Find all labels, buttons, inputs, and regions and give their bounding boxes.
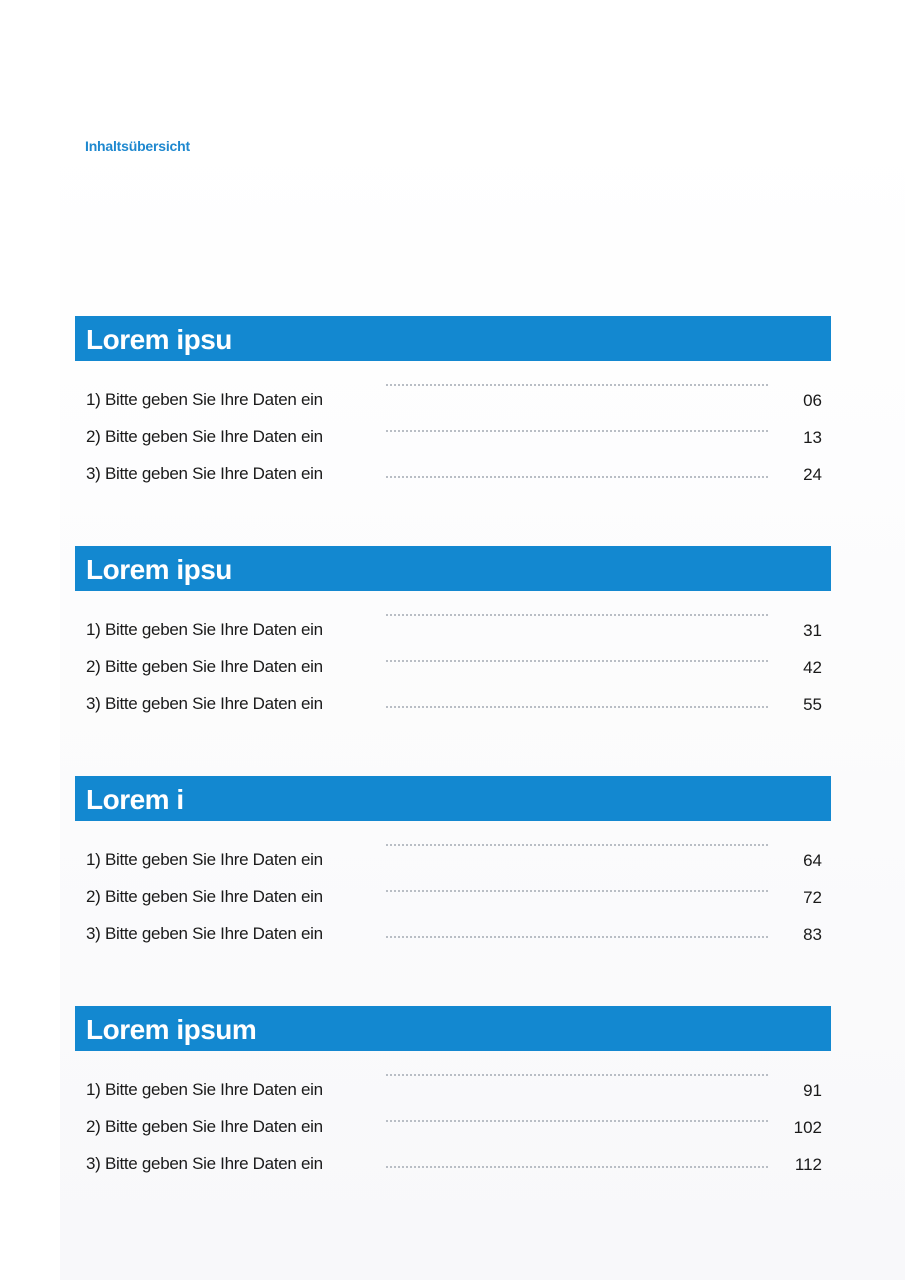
entry-page-number: 42 — [803, 658, 822, 677]
toc-entry[interactable] — [75, 1109, 831, 1146]
toc-entry[interactable] — [75, 649, 831, 686]
dotted-leader — [386, 476, 768, 478]
document-label: Inhaltsübersicht — [85, 138, 190, 154]
dotted-leader — [386, 844, 768, 846]
toc-section — [75, 776, 831, 953]
dotted-leader — [386, 1120, 768, 1122]
entry-label: 2) Bitte geben Sie Ihre Daten ein — [86, 1117, 323, 1136]
toc-section — [75, 1006, 831, 1183]
entry-page-number: 55 — [803, 695, 822, 714]
entry-label: 3) Bitte geben Sie Ihre Daten ein — [86, 694, 323, 713]
dotted-leader — [386, 384, 768, 386]
entry-page-number: 102 — [793, 1118, 822, 1137]
entry-label: 3) Bitte geben Sie Ihre Daten ein — [86, 1154, 323, 1173]
section-title: Lorem i — [75, 776, 831, 821]
toc-entry[interactable] — [75, 916, 831, 953]
entry-label: 2) Bitte geben Sie Ihre Daten ein — [86, 427, 323, 446]
entry-label: 1) Bitte geben Sie Ihre Daten ein — [86, 1080, 323, 1099]
dotted-leader — [386, 936, 768, 938]
dotted-leader — [386, 706, 768, 708]
toc-entry[interactable] — [75, 1146, 831, 1183]
entry-label: 1) Bitte geben Sie Ihre Daten ein — [86, 620, 323, 639]
entry-page-number: 83 — [803, 925, 822, 944]
section-title: Lorem ipsum — [75, 1006, 831, 1051]
toc-entry-list — [75, 1051, 831, 1183]
toc-entry[interactable] — [75, 842, 831, 879]
dotted-leader — [386, 614, 768, 616]
entry-label: 2) Bitte geben Sie Ihre Daten ein — [86, 887, 323, 906]
toc-entry[interactable] — [75, 456, 831, 493]
dotted-leader — [386, 430, 768, 432]
entry-label: 3) Bitte geben Sie Ihre Daten ein — [86, 924, 323, 943]
entry-page-number: 112 — [794, 1155, 822, 1174]
entry-page-number: 06 — [803, 391, 822, 410]
entry-page-number: 72 — [803, 888, 822, 907]
section-title: Lorem ipsu — [75, 316, 831, 361]
toc-entry-list — [75, 821, 831, 953]
toc-entry-list — [75, 591, 831, 723]
toc-entry-list — [75, 361, 831, 493]
toc-entry[interactable] — [75, 1072, 831, 1109]
dotted-leader — [386, 890, 768, 892]
dotted-leader — [386, 1166, 768, 1168]
entry-label: 1) Bitte geben Sie Ihre Daten ein — [86, 390, 323, 409]
entry-page-number: 13 — [803, 428, 822, 447]
dotted-leader — [386, 660, 768, 662]
entry-page-number: 24 — [803, 465, 822, 484]
entry-label: 1) Bitte geben Sie Ihre Daten ein — [86, 850, 323, 869]
entry-page-number: 64 — [803, 851, 822, 870]
entry-label: 2) Bitte geben Sie Ihre Daten ein — [86, 657, 323, 676]
toc-entry[interactable] — [75, 686, 831, 723]
toc-entry[interactable] — [75, 612, 831, 649]
toc-entry[interactable] — [75, 879, 831, 916]
entry-page-number: 91 — [803, 1081, 822, 1100]
dotted-leader — [386, 1074, 768, 1076]
toc-entry[interactable] — [75, 419, 831, 456]
toc-section — [75, 546, 831, 723]
section-title: Lorem ipsu — [75, 546, 831, 591]
entry-label: 3) Bitte geben Sie Ihre Daten ein — [86, 464, 323, 483]
toc-section — [75, 316, 831, 493]
toc-entry[interactable] — [75, 382, 831, 419]
entry-page-number: 31 — [803, 621, 822, 640]
